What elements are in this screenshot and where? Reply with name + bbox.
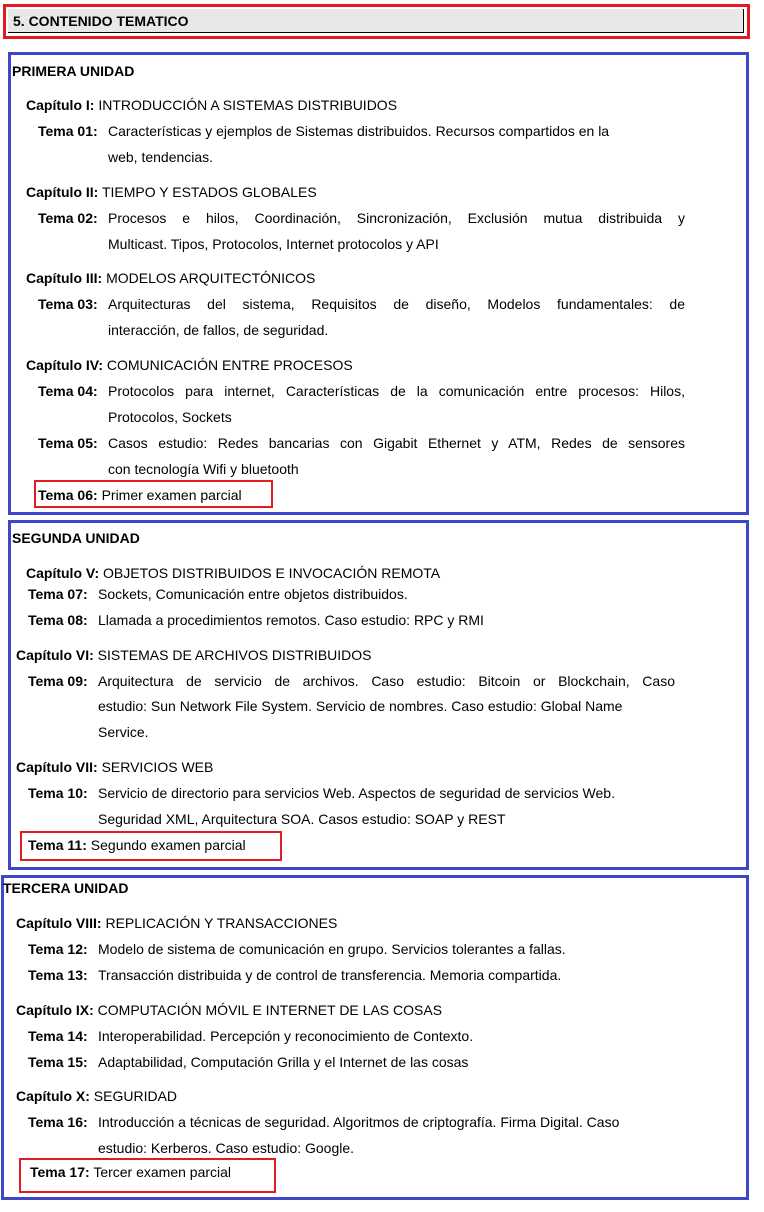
tema-label-08: Tema 08:: [28, 612, 88, 628]
chapter-label: Capítulo II:: [26, 184, 99, 200]
exam-label: Tema 11:: [28, 837, 87, 853]
tema-label-09: Tema 09:: [28, 673, 88, 689]
tema-label-01: Tema 01:: [38, 123, 98, 139]
exam-text: Primer examen parcial: [101, 487, 242, 503]
exam-item-3: [30, 1164, 231, 1180]
tema-label-16: Tema 16:: [28, 1114, 88, 1130]
chapter-label: Capítulo VII:: [16, 759, 98, 775]
tema-text-10-l2: Seguridad XML, Arquitectura SOA. Casos estudio: SOAP y REST: [98, 811, 506, 827]
chapter-label: Capítulo IX:: [16, 1002, 94, 1018]
tema-text-12: Modelo de sistema de comunicación en grupo. Servicios tolerantes a fallas.: [98, 941, 566, 957]
chapter-title: SISTEMAS DE ARCHIVOS DISTRIBUIDOS: [97, 647, 372, 663]
tema-text-15: Adaptabilidad, Computación Grilla y el Internet de las cosas: [98, 1054, 469, 1070]
chapter-heading-4: [26, 357, 353, 373]
tema-text-16-l1: Introducción a técnicas de seguridad. Algoritmos de criptografía. Firma Digital. Caso: [98, 1114, 620, 1130]
exam-text: Tercer examen parcial: [93, 1164, 232, 1180]
tema-text-16-l2: estudio: Kerberos. Caso estudio: Google.: [98, 1140, 355, 1156]
section-header: [3, 4, 750, 39]
tema-label-02: Tema 02:: [38, 210, 98, 226]
chapter-label: Capítulo I:: [26, 97, 95, 113]
tema-text-13: Transacción distribuida y de control de transferencia. Memoria compartida.: [98, 967, 562, 983]
chapter-title: COMUNICACIÓN ENTRE PROCESOS: [106, 357, 353, 373]
tema-text-09-l3: Service.: [98, 724, 149, 740]
chapter-title: REPLICACIÓN Y TRANSACCIONES: [105, 915, 338, 931]
unit-title-3: TERCERA UNIDAD: [3, 880, 129, 896]
tema-text-14: Interoperabilidad. Percepción y reconocimiento de Contexto.: [98, 1028, 474, 1044]
exam-label: Tema 06:: [38, 487, 98, 503]
chapter-heading-5: [26, 565, 440, 581]
chapter-title: MODELOS ARQUITECTÓNICOS: [106, 270, 316, 286]
tema-text-09-l2: estudio: Sun Network File System. Servicio de nombres. Caso estudio: Global Name: [98, 698, 623, 714]
tema-text-02-l1: Procesos e hilos, Coordinación, Sincronización, Exclusión mutua distribuida y: [108, 210, 685, 226]
unit-title-1: PRIMERA UNIDAD: [12, 63, 135, 79]
tema-label-04: Tema 04:: [38, 383, 98, 399]
tema-text-03-l2: interacción, de fallos, de seguridad.: [108, 322, 329, 338]
exam-item-2: [28, 837, 246, 853]
tema-text-09-l1: Arquitectura de servicio de archivos. Caso estudio: Bitcoin or Blockchain, Caso: [98, 673, 675, 689]
chapter-heading-6: [16, 647, 372, 663]
chapter-label: Capítulo VIII:: [16, 915, 102, 931]
chapter-title: INTRODUCCIÓN A SISTEMAS DISTRIBUIDOS: [98, 97, 398, 113]
tema-text-02-l2: Multicast. Tipos, Protocolos, Internet protocolos y API: [108, 236, 439, 252]
chapter-label: Capítulo X:: [16, 1088, 90, 1104]
tema-label-05: Tema 05:: [38, 435, 98, 451]
chapter-title: OBJETOS DISTRIBUIDOS E INVOCACIÓN REMOTA: [103, 565, 441, 581]
tema-text-07: Sockets, Comunicación entre objetos distribuidos.: [98, 586, 408, 602]
tema-text-05-l2: con tecnología Wifi y bluetooth: [108, 461, 299, 477]
chapter-title: TIEMPO Y ESTADOS GLOBALES: [101, 184, 317, 200]
chapter-title: SEGURIDAD: [93, 1088, 178, 1104]
chapter-heading-8: [16, 915, 337, 931]
tema-label-15: Tema 15:: [28, 1054, 88, 1070]
tema-label-14: Tema 14:: [28, 1028, 88, 1044]
exam-item-1: [38, 487, 242, 503]
tema-text-04-l1: Protocolos para internet, Características de la comunicación entre procesos: Hilos,: [108, 383, 685, 399]
chapter-heading-3: [26, 270, 315, 286]
tema-text-01-l2: web, tendencias.: [108, 149, 214, 165]
chapter-heading-1: [26, 97, 397, 113]
exam-text: Segundo examen parcial: [90, 837, 246, 853]
tema-text-05-l1: Casos estudio: Redes bancarias con Gigabit Ethernet y ATM, Redes de sensores: [108, 435, 685, 451]
tema-label-10: Tema 10:: [28, 785, 88, 801]
chapter-heading-9: [16, 1002, 442, 1018]
tema-label-12: Tema 12:: [28, 941, 88, 957]
exam-label: Tema 17:: [30, 1164, 90, 1180]
tema-label-13: Tema 13:: [28, 967, 88, 983]
tema-label-07: Tema 07:: [28, 586, 88, 602]
tema-text-01-l1: Características y ejemplos de Sistemas distribuidos. Recursos compartidos en la: [108, 123, 610, 139]
tema-text-08: Llamada a procedimientos remotos. Caso estudio: RPC y RMI: [98, 612, 484, 628]
chapter-heading-2: [26, 184, 317, 200]
chapter-title: COMPUTACIÓN MÓVIL E INTERNET DE LAS COSAS: [97, 1002, 443, 1018]
tema-text-03-l1: Arquitecturas del sistema, Requisitos de diseño, Modelos fundamentales: de: [108, 296, 685, 312]
chapter-heading-10: [16, 1088, 177, 1104]
chapter-heading-7: [16, 759, 213, 775]
tema-text-10-l1: Servicio de directorio para servicios Web. Aspectos de seguridad de servicios Web.: [98, 785, 615, 801]
chapter-label: Capítulo V:: [26, 565, 100, 581]
chapter-label: Capítulo IV:: [26, 357, 103, 373]
section-title: 5. CONTENIDO TEMATICO: [13, 13, 189, 29]
chapter-label: Capítulo III:: [26, 270, 103, 286]
tema-label-03: Tema 03:: [38, 296, 98, 312]
unit-title-2: SEGUNDA UNIDAD: [12, 530, 140, 546]
tema-text-04-l2: Protocolos, Sockets: [108, 409, 232, 425]
chapter-title: SERVICIOS WEB: [101, 759, 214, 775]
chapter-label: Capítulo VI:: [16, 647, 94, 663]
